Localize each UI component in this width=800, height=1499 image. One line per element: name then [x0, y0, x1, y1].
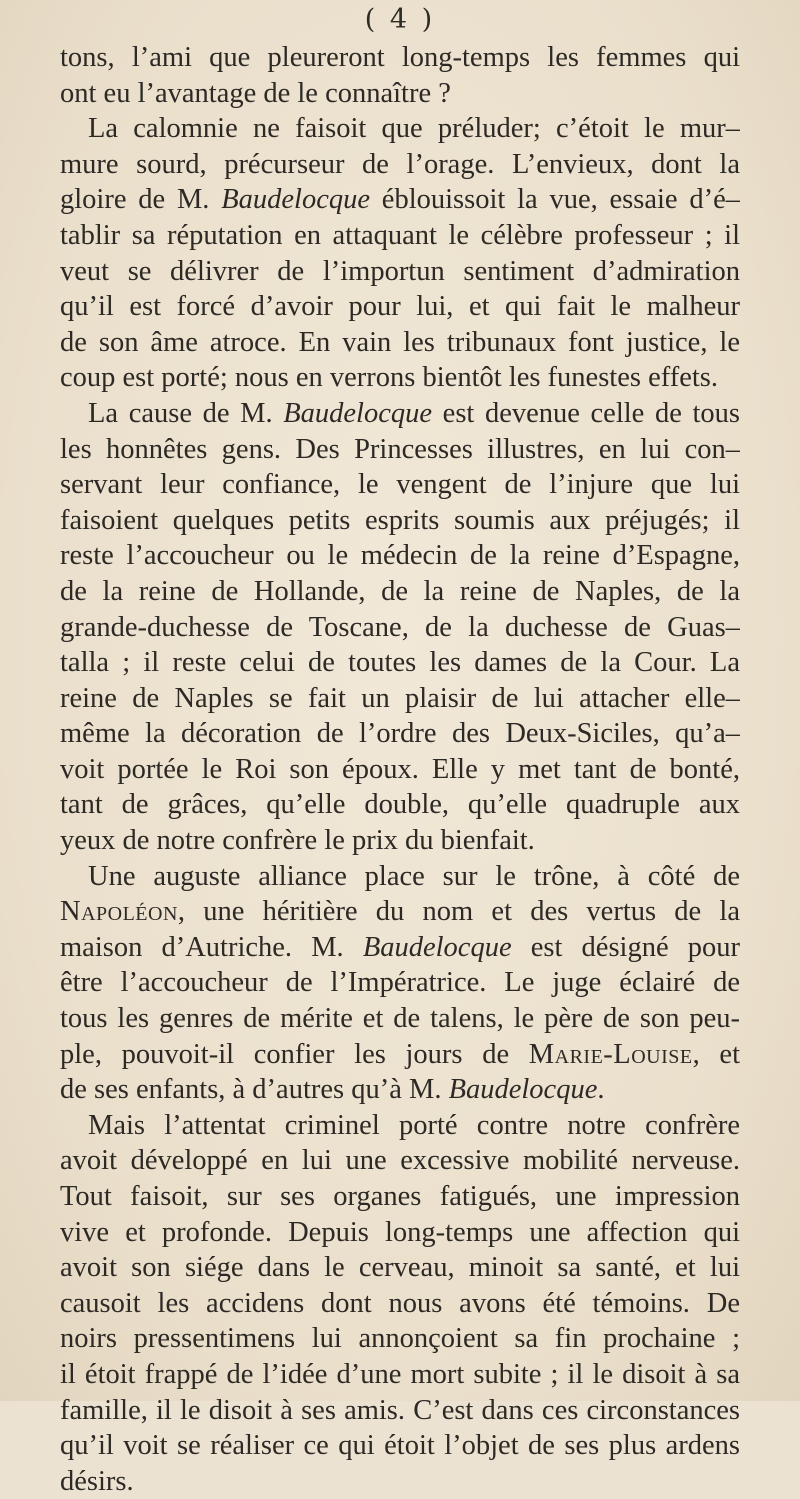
text-segment: éblouissoit la vue, essaie d’é– [370, 184, 740, 216]
italic-name: Baudelocque [283, 397, 433, 429]
text-line [60, 538, 740, 574]
text-line [60, 1428, 740, 1464]
body-text [60, 40, 740, 1499]
text-line [60, 147, 740, 183]
text-line [60, 1179, 740, 1215]
text-segment: avoit son siége dans le cerveau, minoit sa santé, et lui [60, 1252, 740, 1284]
text-segment: désirs. [60, 1465, 134, 1497]
text-segment: . [597, 1074, 605, 1106]
text-line [60, 645, 740, 681]
text-segment: , et [692, 1038, 740, 1070]
text-line [60, 1357, 740, 1393]
text-segment: , une héritière du nom et des vertus de la [177, 896, 740, 928]
text-segment: il étoit frappé de l’idée d’une mort subite ; il le disoit à sa [60, 1358, 740, 1390]
text-line [60, 1321, 740, 1357]
text-segment: ple, pouvoit-il confier les jours de [60, 1038, 529, 1070]
text-segment: maison d’Autriche. M. [60, 931, 363, 963]
text-segment: La calomnie ne faisoit que préluder; c’étoit le mur– [88, 113, 740, 145]
text-line [60, 1143, 740, 1179]
text-line [60, 1464, 740, 1499]
text-segment: ont eu l’avantage de le connaître ? [60, 77, 451, 109]
italic-name: Baudelocque [362, 931, 512, 963]
text-segment: de la reine de Hollande, de la reine de Naples, de la [60, 575, 740, 607]
text-segment: voit portée le Roi son époux. Elle y met tant de bonté, [60, 753, 740, 785]
text-segment: est désigné pour [511, 931, 740, 963]
small-caps-name: Marie-Louise [528, 1038, 693, 1070]
text-line [60, 823, 740, 859]
small-caps-name: Napoléon [60, 896, 178, 928]
text-line [60, 1393, 740, 1429]
text-line [60, 1108, 740, 1144]
text-segment: yeux de notre confrère le prix du bienfait. [60, 825, 535, 857]
text-segment: Mais l’attentat criminel porté contre notre confrère [88, 1109, 740, 1141]
text-line [60, 1001, 740, 1037]
text-segment: gloire de M. [60, 184, 222, 216]
text-line [60, 1250, 740, 1286]
page-number: ( 4 ) [364, 4, 436, 35]
text-line [60, 254, 740, 290]
italic-name: Baudelocque [448, 1074, 598, 1106]
text-line [60, 930, 740, 966]
text-line [60, 360, 740, 396]
text-line [60, 182, 740, 218]
text-line [60, 1037, 740, 1073]
text-line [60, 325, 740, 361]
text-segment: qu’il voit se réaliser ce qui étoit l’objet de ses plus ardens [60, 1430, 740, 1462]
text-line [60, 503, 740, 539]
italic-name: Baudelocque [221, 184, 370, 216]
text-segment: de ses enfants, à d’autres qu’à M. [60, 1074, 449, 1106]
text-segment: coup est porté; nous en verrons bientôt les funestes effets. [60, 362, 718, 394]
text-segment: talla ; il reste celui de toutes les dames de la Cour. La [60, 647, 740, 679]
text-segment: Tout faisoit, sur ses organes fatigués, une impression [60, 1181, 740, 1212]
text-segment: famille, il le disoit à ses amis. C’est dans ces circonstances [60, 1394, 740, 1426]
text-line [60, 859, 740, 895]
text-segment: reine de Naples se fait un plaisir de lui attacher elle– [60, 682, 740, 714]
text-line [60, 40, 740, 76]
text-line [60, 467, 740, 503]
text-segment: même la décoration de l’ordre des Deux-Siciles, qu’a– [60, 718, 740, 750]
text-segment: La cause de M. [88, 397, 284, 429]
text-segment: reste l’accoucheur ou le médecin de la reine d’Espagne, [60, 540, 740, 572]
text-line [60, 574, 740, 610]
text-line [60, 610, 740, 646]
text-line [60, 681, 740, 717]
text-segment: grande-duchesse de Toscane, de la duchesse de Guas– [60, 611, 740, 643]
text-line [60, 1215, 740, 1251]
text-segment: servant leur confiance, le vengent de l’injure que lui [60, 469, 740, 501]
text-segment: causoit les accidens dont nous avons été témoins. De [60, 1287, 740, 1319]
text-segment: faisoient quelques petits esprits soumis aux préjugés; il [60, 504, 740, 536]
text-segment: vive et profonde. Depuis long-temps une affection qui [60, 1216, 740, 1248]
text-line [60, 289, 740, 325]
text-segment: Une auguste alliance place sur le trône, à côté de [88, 860, 740, 892]
text-line [60, 432, 740, 468]
text-line [60, 396, 740, 432]
text-line [60, 894, 740, 930]
text-segment: tablir sa réputation en attaquant le célèbre professeur ; il [60, 219, 740, 251]
text-segment: être l’accoucheur de l’Impératrice. Le juge éclairé de [60, 967, 740, 999]
text-segment: qu’il est forcé d’avoir pour lui, et qui fait le malheur [60, 291, 740, 323]
text-segment: mure sourd, précurseur de l’orage. L’envieux, dont la [60, 148, 740, 180]
text-segment: de son âme atroce. En vain les tribunaux font justice, le [60, 326, 740, 358]
text-line [60, 1072, 740, 1108]
text-segment: noirs pressentimens lui annonçoient sa fin prochaine ; [60, 1323, 740, 1355]
text-line [60, 716, 740, 752]
text-segment: tant de grâces, qu’elle double, qu’elle quadruple aux [60, 789, 740, 821]
text-segment: avoit développé en lui une excessive mobilité nerveuse. [60, 1145, 740, 1177]
text-line [60, 76, 740, 112]
text-segment: tous les genres de mérite et de talens, le père de son peu- [60, 1003, 740, 1035]
text-line [60, 752, 740, 788]
text-line [60, 787, 740, 823]
text-line [60, 1286, 740, 1322]
text-line [60, 111, 740, 147]
text-line [60, 218, 740, 254]
text-segment: tons, l’ami que pleureront long-temps les femmes qui [60, 42, 740, 73]
text-segment: est devenue celle de tous [432, 397, 740, 429]
text-line [60, 965, 740, 1001]
text-segment: les honnêtes gens. Des Princesses illustres, en lui con– [60, 433, 740, 465]
text-segment: veut se délivrer de l’importun sentiment d’admiration [60, 255, 740, 287]
